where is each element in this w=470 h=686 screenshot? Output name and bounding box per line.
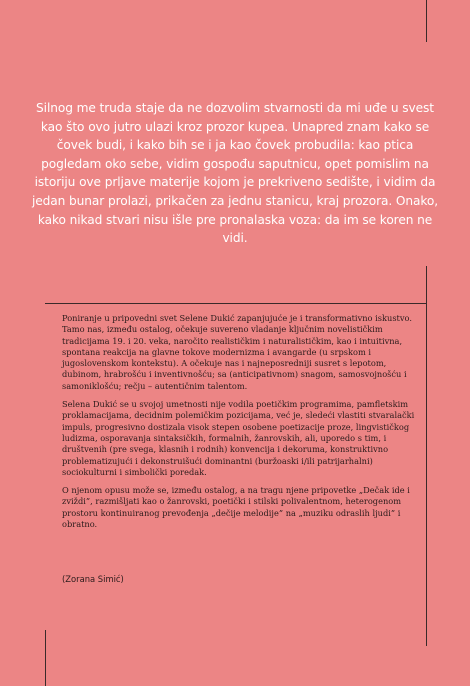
bottom-vertical-rule [45,630,46,686]
right-vertical-rule [426,266,427,646]
blurb-paragraph-2: Selena Dukić se u svojoj umetnosti nije vodila poetičkim programima, pamfletskim proklamacijama, decidnim polemičkim pozicijama, već je, sledeći vlastiti stvaralački impuls, progresivno dostizala visok stepen osobene poetizacije proze, lingvističkog ludizma, osporavanja sintaksičkih, formalnih, žanrovskih, ali, uporedo s tim, i društvenih (pre svega, klasnih i rodnih) konvencija i dekoruma, konstruktivno problematizujući i dekonstruišući dominantni (buržoaski i/ili patrijarhalni) sociokulturni i simbolički poredak. [62,399,415,477]
blurb-paragraph-1: Poniranje u pripovedni svet Selene Dukić zapanjujuće je i transformativno iskustvo. Tamo nas, između ostalog, očekuje suvereno vladanje ključnim novelističkim tradicijama 19. i 20. veka, naročito realističkim i naturalističkim, kao i intuitivna, spontana reakcija na glavne tokove modernizma i avangarde (u srpskom i jugoslovenskom kontekstu). A očekuje nas i najneposredniji susret s lepotom, dubinom, hrabrošću i inventivnošću; sa (anticipativnom) snagom, samosvojnošću i samoniklošću; rečju – autentičnim talentom. [62,313,412,391]
blurb-text [62,313,418,537]
top-vertical-rule [426,0,427,42]
blurb-signature: (Zorana Simić) [62,574,124,584]
blurb-paragraph-3: O njenom opusu može se, između ostalog, a na tragu njene pripovetke „Dečak ide i zviždi”, razmišljati kao o žanrovski, poetički i stilski polivalentnom, heterogenom prostoru kontinuiranog prevođenja „dečije melodije” na „muziku odraslih ljudi” i obratno. [62,485,410,530]
excerpt-quote: Silnog me truda staje da ne dozvolim stvarnosti da mi uđe u svest kao što ovo jutro ulazi kroz prozor kupea. Unapred znam kako se čovek budi, i kako bih se i ja kao čovek probudila: kao ptica pogledam oko sebe, vidim gospođu saputnicu, opet pomislim na istoriju ove prljave materije kojom je prekriveno sedište, i vidim da jedan bunar prolazi, prikačen za jednu stanicu, kraj prozora. Onako, kako nikad stvari nisu išle pre pronalaska voza: da im se koren ne vidi. [31,101,439,246]
horizontal-rule [45,303,426,304]
